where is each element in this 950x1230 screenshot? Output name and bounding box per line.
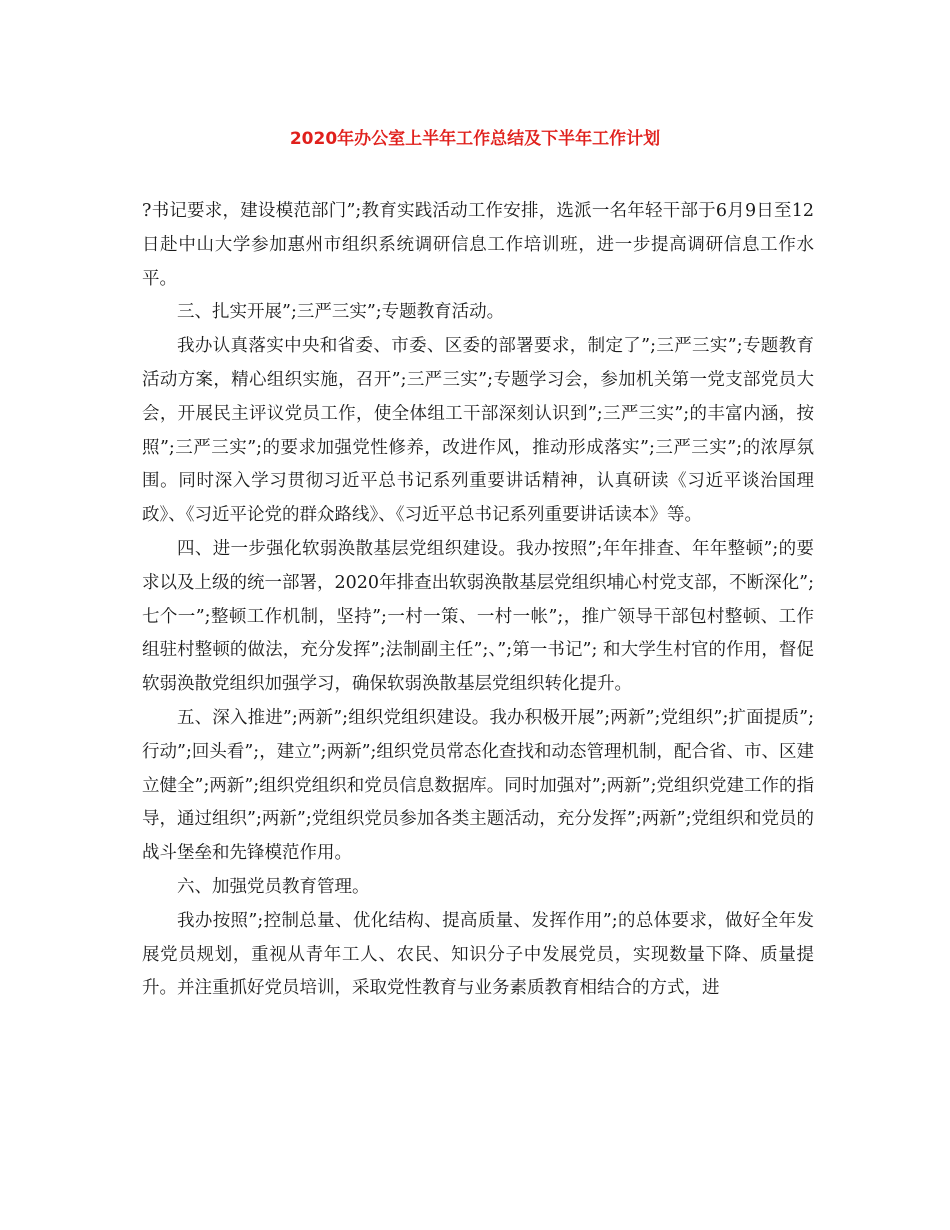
paragraph-4: 四、进一步强化软弱涣散基层党组织建设。我办按照”;年年排查、年年整顿”;的要求以及上级的统一部署，2020年排查出软弱涣散基层党组织埔心村党支部，不断深化”;七个一”;整顿工作机制，坚持”;一村一策、一村一帐”;，推广领导干部包村整顿、工作组驻村整顿的做法，充分发挥”;法制副主任”;、”;第一书记”; 和大学生村官的作用，督促软弱涣散党组织加强学习，确保软弱涣散基层党组织转化提升。 bbox=[142, 538, 814, 695]
document-body bbox=[142, 195, 814, 1006]
paragraph-6: 六、加强党员教育管理。 bbox=[177, 876, 370, 897]
paragraph-1: ?书记要求，建设模范部门”;教育实践活动工作安排，选派一名年轻干部于6月9日至12日赴中山大学参加惠州市组织系统调研信息工作培训班，进一步提高调研信息工作水平。 bbox=[142, 201, 814, 289]
paragraph-3: 我办认真落实中央和省委、市委、区委的部署要求，制定了”;三严三实”;专题教育活动方案，精心组织实施，召开”;三严三实”;专题学习会，参加机关第一党支部党员大会，开展民主评议党员工作，使全体组工干部深刻认识到”;三严三实”;的丰富内涵，按照”;三严三实”;的要求加强党性修养，改进作风，推动形成落实”;三严三实”;的浓厚氛围。同时深入学习贯彻习近平总书记系列重要讲话精神，认真研读《习近平谈治国理政》、《习近平论党的群众路线》、《习近平总书记系列重要讲话读本》等。 bbox=[142, 336, 814, 526]
paragraph-5: 五、深入推进”;两新”;组织党组织建设。我办积极开展”;两新”;党组织”;扩面提质”;行动”;回头看”;，建立”;两新”;组织党员常态化查找和动态管理机制，配合省、市、区建立健全”;两新”;组织党组织和党员信息数据库。同时加强对”;两新”;党组织党建工作的指导，通过组织”;两新”;党组织党员参加各类主题活动，充分发挥”;两新”;党组织和党员的战斗堡垒和先锋模范作用。 bbox=[142, 707, 814, 864]
document-title: 2020年办公室上半年工作总结及下半年工作计划 bbox=[289, 129, 661, 149]
paragraph-7: 我办按照”;控制总量、优化结构、提高质量、发挥作用”;的总体要求，做好全年发展党员规划，重视从青年工人、农民、知识分子中发展党员，实现数量下降、质量提升。并注重抓好党员培训，采取党性教育与业务素质教育相结合的方式，进 bbox=[142, 910, 814, 999]
paragraph-2: 三、扎实开展”;三严三实”;专题教育活动。 bbox=[177, 302, 505, 323]
